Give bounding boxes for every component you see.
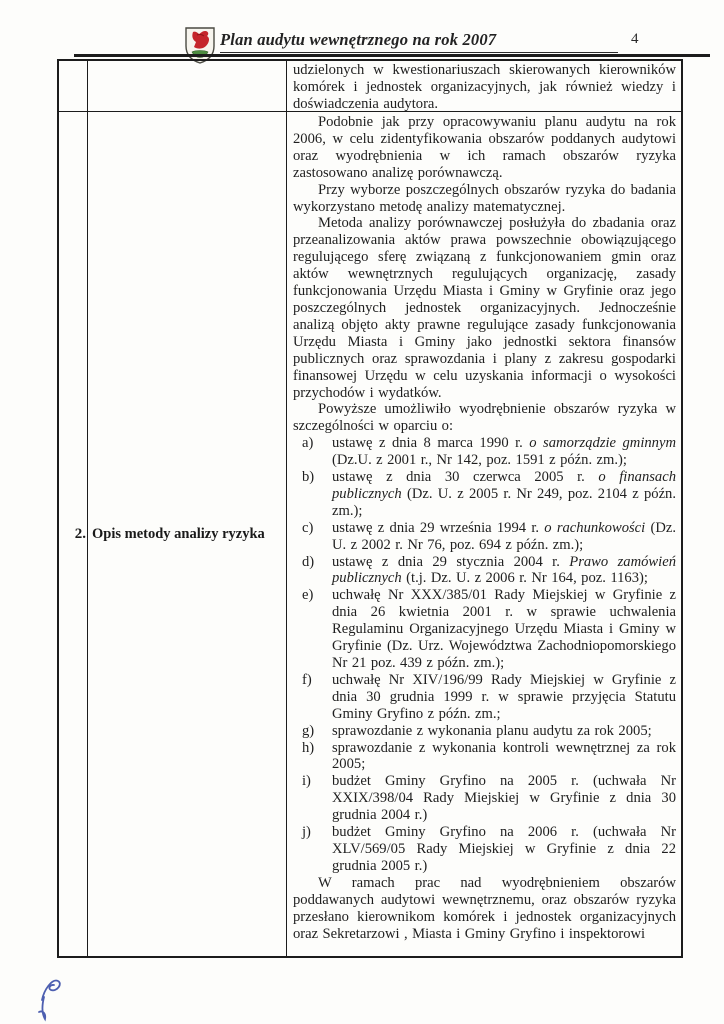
audit-plan-table bbox=[57, 59, 683, 958]
continuation-number-cell bbox=[59, 61, 88, 112]
list-item: c) ustawę z dnia 29 września 1994 r. o rachunkowości (Dz. U. z 2002 r. Nr 76, poz. 694 z późn. zm.); bbox=[302, 519, 676, 553]
list-marker: j) bbox=[302, 824, 311, 841]
list-item: j) budżet Gminy Gryfino na 2006 r. (uchwała Nr XLV/569/05 Rady Miejskiej w Gryfinie z dnia 22 grudnia 2005 r.) bbox=[302, 824, 676, 874]
list-marker: h) bbox=[302, 739, 315, 756]
list-marker: i) bbox=[302, 773, 311, 790]
list-item: a) ustawę z dnia 8 marca 1990 r. o samorządzie gminnym (Dz.U. z 2001 r., Nr 142, poz. 1591 z późn. zm.); bbox=[302, 435, 677, 469]
paragraph: Metoda analizy porównawczej posłużyła do zbadania oraz przeanalizowania aktów prawa powszechnie obowiązującego regulującego sferę związaną z funkcjonowaniem gmin oraz aktów wewnętrznych regulujących organizację, zasady funkcjonowania Urzędu Miasta i Gminy w Gryfinie oraz jego poszczególnych jednostek organizacyjnych. Jednocześnie analizą objęto akty prawne regulujące zasady funkcjonowania Urzędu Miasta i Gminy jako jednostki sektora finansów publicznych oraz sprawozdania i plany z zakresu gospodarki finansowej Urzędu w celu uzyskania informacji o wysokości przychodów i wydatków. bbox=[293, 215, 676, 401]
continuation-label-cell bbox=[88, 61, 287, 112]
paragraph: Przy wyborze poszczególnych obszarów ryzyka do badania wykorzystano metodę analizy matematycznej. bbox=[293, 181, 676, 215]
handwritten-paraph bbox=[28, 970, 100, 1024]
body-paragraphs bbox=[293, 114, 676, 435]
list-item: b) ustawę z dnia 30 czerwca 2005 r. o finansach publicznych (Dz. U. z 2005 r. Nr 249, poz. 2104 z późn. zm.); bbox=[302, 469, 676, 519]
paragraph: Podobnie jak przy opracowywaniu planu audytu na rok 2006, w celu zidentyfikowania obszarów poddanych audytowi oraz wyodrębnienia w ich ramach obszarów ryzyka zastosowano analizę porównawczą. bbox=[293, 114, 676, 181]
list-item: d) ustawę z dnia 29 stycznia 2004 r. Prawo zamówień publicznych (t.j. Dz. U. z 2006 r. Nr 164, poz. 1163); bbox=[302, 553, 676, 587]
continuation-text-cell: udzielonych w kwestionariuszach skierowanych kierowników komórek i jednostek organizacyjnych, jak również wiedzy i doświadczenia audytora. bbox=[287, 61, 681, 112]
paragraph: Powyższe umożliwiło wyodrębnienie obszarów ryzyka w szczególności w oparciu o: bbox=[293, 401, 676, 435]
list-item: h) sprawozdanie z wykonania kontroli wewnętrznej za rok 2005; bbox=[302, 739, 676, 773]
list-item: f) uchwałę Nr XIV/196/99 Rady Miejskiej w Gryfinie z dnia 30 grudnia 1999 r. w sprawie przyjęcia Statutu Gminy Gryfino z późn. zm.; bbox=[302, 671, 676, 722]
list-marker: b) bbox=[302, 469, 315, 486]
list-item: e) uchwałę Nr XXX/385/01 Rady Miejskiej w Gryfinie z dnia 26 kwietnia 2001 r. w sprawie uchwalenia Regulaminu Organizacyjnego Urzędu Miasta i Gminy w Gryfinie (Dz. Urz. Województwa Zachodniopomorskiego Nr 21 poz. 439 z późn. zm.); bbox=[302, 587, 676, 671]
list-marker: c) bbox=[302, 519, 314, 536]
list-item: g) sprawozdanie z wykonania planu audytu za rok 2005; bbox=[302, 722, 652, 739]
row-body-cell bbox=[287, 112, 681, 956]
list-item: i) budżet Gminy Gryfino na 2005 r. (uchwała Nr XXIX/398/04 Rady Miejskiej w Gryfinie z dnia 30 grudnia 2004 r.) bbox=[302, 773, 676, 824]
page-number: 4 bbox=[631, 31, 639, 47]
list-marker: f) bbox=[302, 671, 312, 688]
list-marker: a) bbox=[302, 435, 314, 452]
document-title: Plan audytu wewnętrznego na rok 2007 bbox=[220, 30, 618, 53]
header-rule bbox=[74, 54, 710, 57]
list-marker: e) bbox=[302, 587, 314, 604]
row-label-cell: Opis metody analizy ryzyka bbox=[88, 112, 287, 956]
list-marker: d) bbox=[302, 553, 315, 570]
row-number-cell: 2. bbox=[59, 112, 88, 956]
legal-basis-list bbox=[293, 435, 676, 875]
closing-paragraph: W ramach prac nad wyodrębnieniem obszarów poddawanych audytowi wewnętrznemu, oraz obszarów ryzyka przesłano kierownikom komórek i jednostek organizacyjnych oraz Sekretarzowi , Miasta i Gminy Gryfino i inspektorowi bbox=[293, 874, 676, 942]
list-marker: g) bbox=[302, 722, 315, 739]
